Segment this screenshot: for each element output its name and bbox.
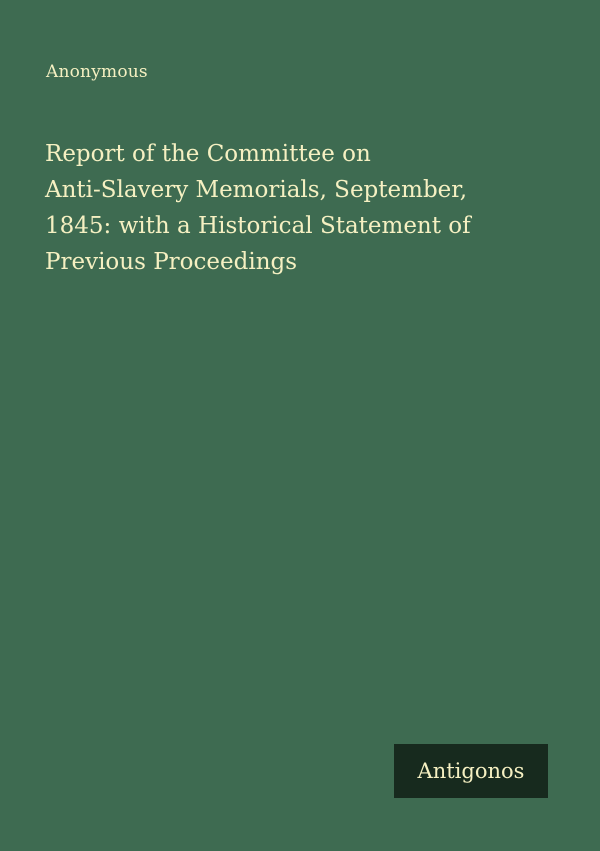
title-line: Previous Proceedings: [45, 249, 298, 275]
title-line: Anti-Slavery Memorials, September,: [45, 177, 468, 203]
book-title: [45, 136, 575, 280]
publisher-badge: [394, 744, 548, 798]
author-name: Anonymous: [46, 62, 148, 82]
title-line: 1845: with a Historical Statement of: [45, 213, 471, 239]
title-line: Report of the Committee on: [45, 141, 371, 167]
publisher-name: Antigonos: [417, 759, 525, 783]
